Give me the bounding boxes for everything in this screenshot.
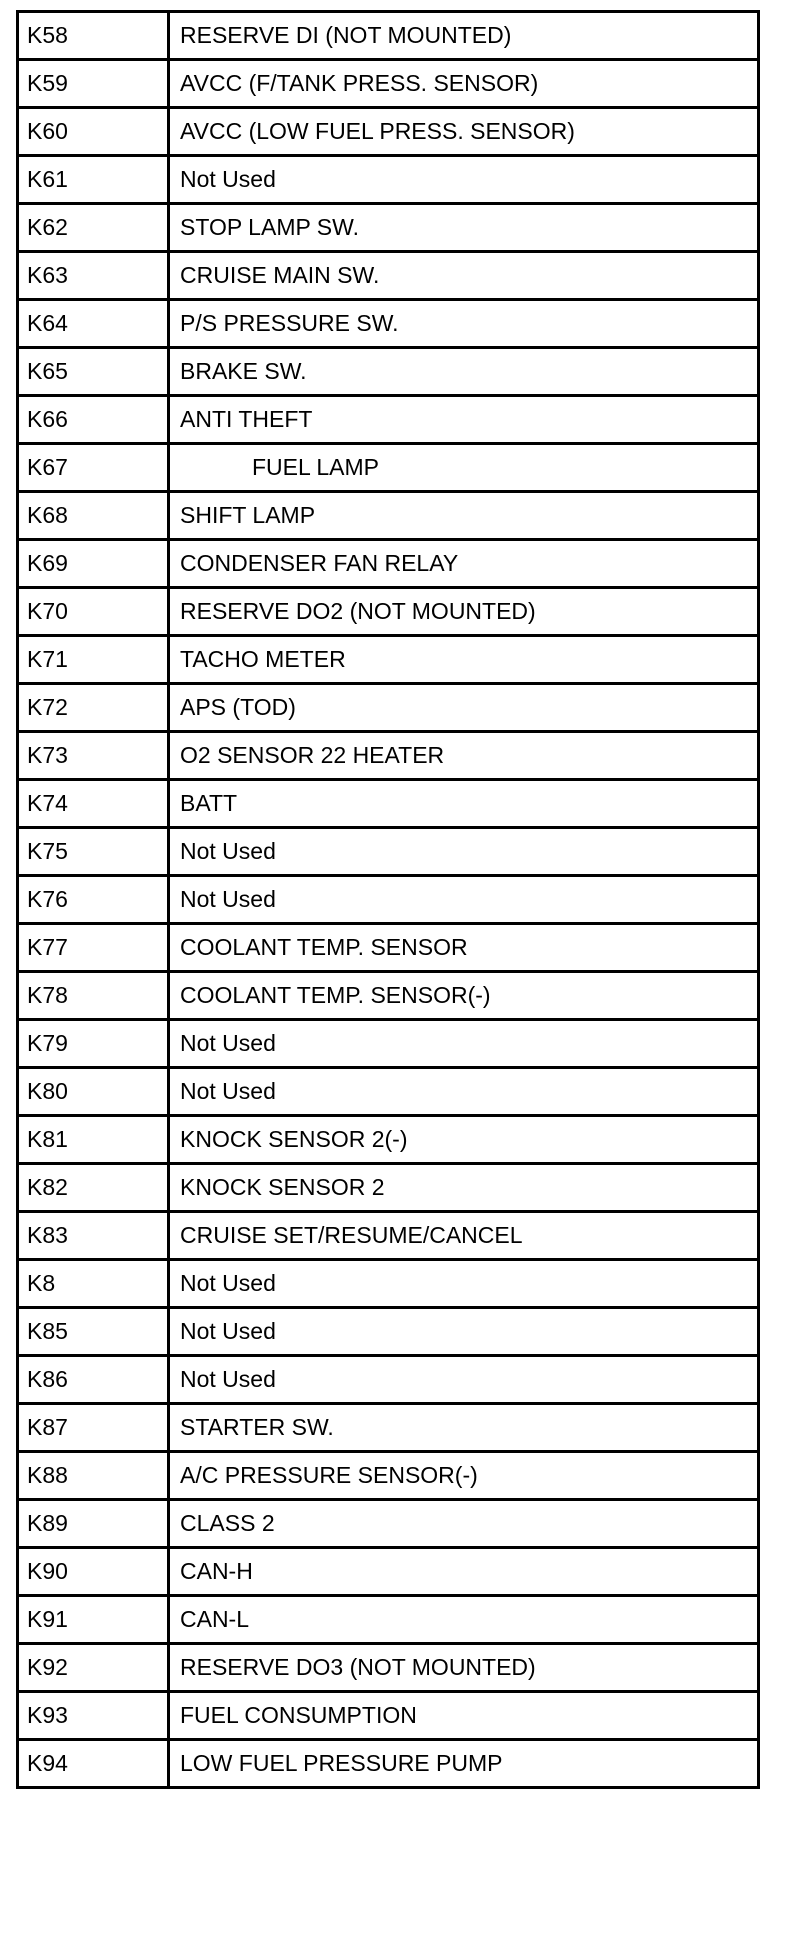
table-row [18, 540, 759, 588]
table-row [18, 492, 759, 540]
table-row [18, 732, 759, 780]
pin-id-cell: K59 [18, 60, 169, 108]
table-row [18, 348, 759, 396]
pin-description-cell: CAN-H [169, 1548, 759, 1596]
pin-description-cell: TACHO METER [169, 636, 759, 684]
table-row [18, 396, 759, 444]
pin-id-cell: K81 [18, 1116, 169, 1164]
table-row [18, 1116, 759, 1164]
table-row [18, 1164, 759, 1212]
pin-id-cell: K71 [18, 636, 169, 684]
pin-id-cell: K67 [18, 444, 169, 492]
pin-id-cell: K76 [18, 876, 169, 924]
pin-id-cell: K64 [18, 300, 169, 348]
table-row [18, 1740, 759, 1788]
table-row [18, 156, 759, 204]
pin-description-cell: KNOCK SENSOR 2(-) [169, 1116, 759, 1164]
pin-description-cell: Not Used [169, 1356, 759, 1404]
pin-description-cell: COOLANT TEMP. SENSOR [169, 924, 759, 972]
pin-id-cell: K68 [18, 492, 169, 540]
table-row [18, 1596, 759, 1644]
pin-description-cell: SHIFT LAMP [169, 492, 759, 540]
table-row [18, 444, 759, 492]
pin-id-cell: K73 [18, 732, 169, 780]
pin-description-cell: RESERVE DO3 (NOT MOUNTED) [169, 1644, 759, 1692]
pin-id-cell: K86 [18, 1356, 169, 1404]
table-row [18, 108, 759, 156]
pin-id-cell: K79 [18, 1020, 169, 1068]
pin-description-cell: Not Used [169, 1020, 759, 1068]
pin-description-cell: RESERVE DI (NOT MOUNTED) [169, 12, 759, 60]
pin-id-cell: K92 [18, 1644, 169, 1692]
pin-id-cell: K62 [18, 204, 169, 252]
pin-description-cell: AVCC (LOW FUEL PRESS. SENSOR) [169, 108, 759, 156]
pin-description-cell: Not Used [169, 876, 759, 924]
pin-description-cell: A/C PRESSURE SENSOR(-) [169, 1452, 759, 1500]
table-row [18, 1692, 759, 1740]
pin-table-body [18, 12, 759, 1788]
pin-description-cell: FUEL LAMP [169, 444, 759, 492]
table-row [18, 1356, 759, 1404]
pin-id-cell: K69 [18, 540, 169, 588]
pin-description-cell: AVCC (F/TANK PRESS. SENSOR) [169, 60, 759, 108]
pin-id-cell: K63 [18, 252, 169, 300]
pin-description-cell: Not Used [169, 1308, 759, 1356]
pin-id-cell: K8 [18, 1260, 169, 1308]
pin-description-cell: ANTI THEFT [169, 396, 759, 444]
table-row [18, 1308, 759, 1356]
table-row [18, 1500, 759, 1548]
table-row [18, 300, 759, 348]
pin-id-cell: K91 [18, 1596, 169, 1644]
pin-assignment-table [16, 10, 760, 1789]
pin-description-cell: Not Used [169, 1260, 759, 1308]
table-row [18, 1404, 759, 1452]
pin-description-cell: CLASS 2 [169, 1500, 759, 1548]
table-row [18, 1020, 759, 1068]
pin-description-cell: CONDENSER FAN RELAY [169, 540, 759, 588]
table-row [18, 588, 759, 636]
pin-description-cell: CRUISE SET/RESUME/CANCEL [169, 1212, 759, 1260]
pin-description-cell: P/S PRESSURE SW. [169, 300, 759, 348]
pin-description-cell: O2 SENSOR 22 HEATER [169, 732, 759, 780]
pin-description-cell: BRAKE SW. [169, 348, 759, 396]
pin-description-cell: Not Used [169, 828, 759, 876]
table-row [18, 780, 759, 828]
pin-id-cell: K77 [18, 924, 169, 972]
table-row [18, 1452, 759, 1500]
pin-description-cell: STOP LAMP SW. [169, 204, 759, 252]
pin-id-cell: K65 [18, 348, 169, 396]
table-row [18, 12, 759, 60]
table-row [18, 1644, 759, 1692]
pin-description-cell: LOW FUEL PRESSURE PUMP [169, 1740, 759, 1788]
pin-id-cell: K88 [18, 1452, 169, 1500]
pin-description-cell: RESERVE DO2 (NOT MOUNTED) [169, 588, 759, 636]
pin-id-cell: K82 [18, 1164, 169, 1212]
pin-id-cell: K87 [18, 1404, 169, 1452]
pin-description-cell: APS (TOD) [169, 684, 759, 732]
pin-id-cell: K80 [18, 1068, 169, 1116]
pin-description-cell: STARTER SW. [169, 1404, 759, 1452]
pin-id-cell: K58 [18, 12, 169, 60]
pin-description-cell: CRUISE MAIN SW. [169, 252, 759, 300]
pin-description-cell: BATT [169, 780, 759, 828]
table-row [18, 636, 759, 684]
pin-description-cell: FUEL CONSUMPTION [169, 1692, 759, 1740]
pin-id-cell: K94 [18, 1740, 169, 1788]
pin-id-cell: K60 [18, 108, 169, 156]
pin-id-cell: K70 [18, 588, 169, 636]
table-row [18, 828, 759, 876]
table-row [18, 1212, 759, 1260]
pin-id-cell: K61 [18, 156, 169, 204]
table-row [18, 1260, 759, 1308]
pin-id-cell: K85 [18, 1308, 169, 1356]
table-row [18, 972, 759, 1020]
table-row [18, 60, 759, 108]
pin-description-cell: COOLANT TEMP. SENSOR(-) [169, 972, 759, 1020]
table-row [18, 1068, 759, 1116]
table-row [18, 684, 759, 732]
table-row [18, 252, 759, 300]
table-row [18, 876, 759, 924]
pin-description-cell: KNOCK SENSOR 2 [169, 1164, 759, 1212]
pin-id-cell: K90 [18, 1548, 169, 1596]
pin-description-cell: CAN-L [169, 1596, 759, 1644]
pin-id-cell: K72 [18, 684, 169, 732]
table-row [18, 204, 759, 252]
pin-id-cell: K75 [18, 828, 169, 876]
pin-id-cell: K83 [18, 1212, 169, 1260]
pin-id-cell: K66 [18, 396, 169, 444]
table-row [18, 924, 759, 972]
pin-id-cell: K89 [18, 1500, 169, 1548]
pin-description-cell: Not Used [169, 156, 759, 204]
pin-id-cell: K93 [18, 1692, 169, 1740]
pin-description-cell: Not Used [169, 1068, 759, 1116]
pin-id-cell: K78 [18, 972, 169, 1020]
pin-id-cell: K74 [18, 780, 169, 828]
table-row [18, 1548, 759, 1596]
